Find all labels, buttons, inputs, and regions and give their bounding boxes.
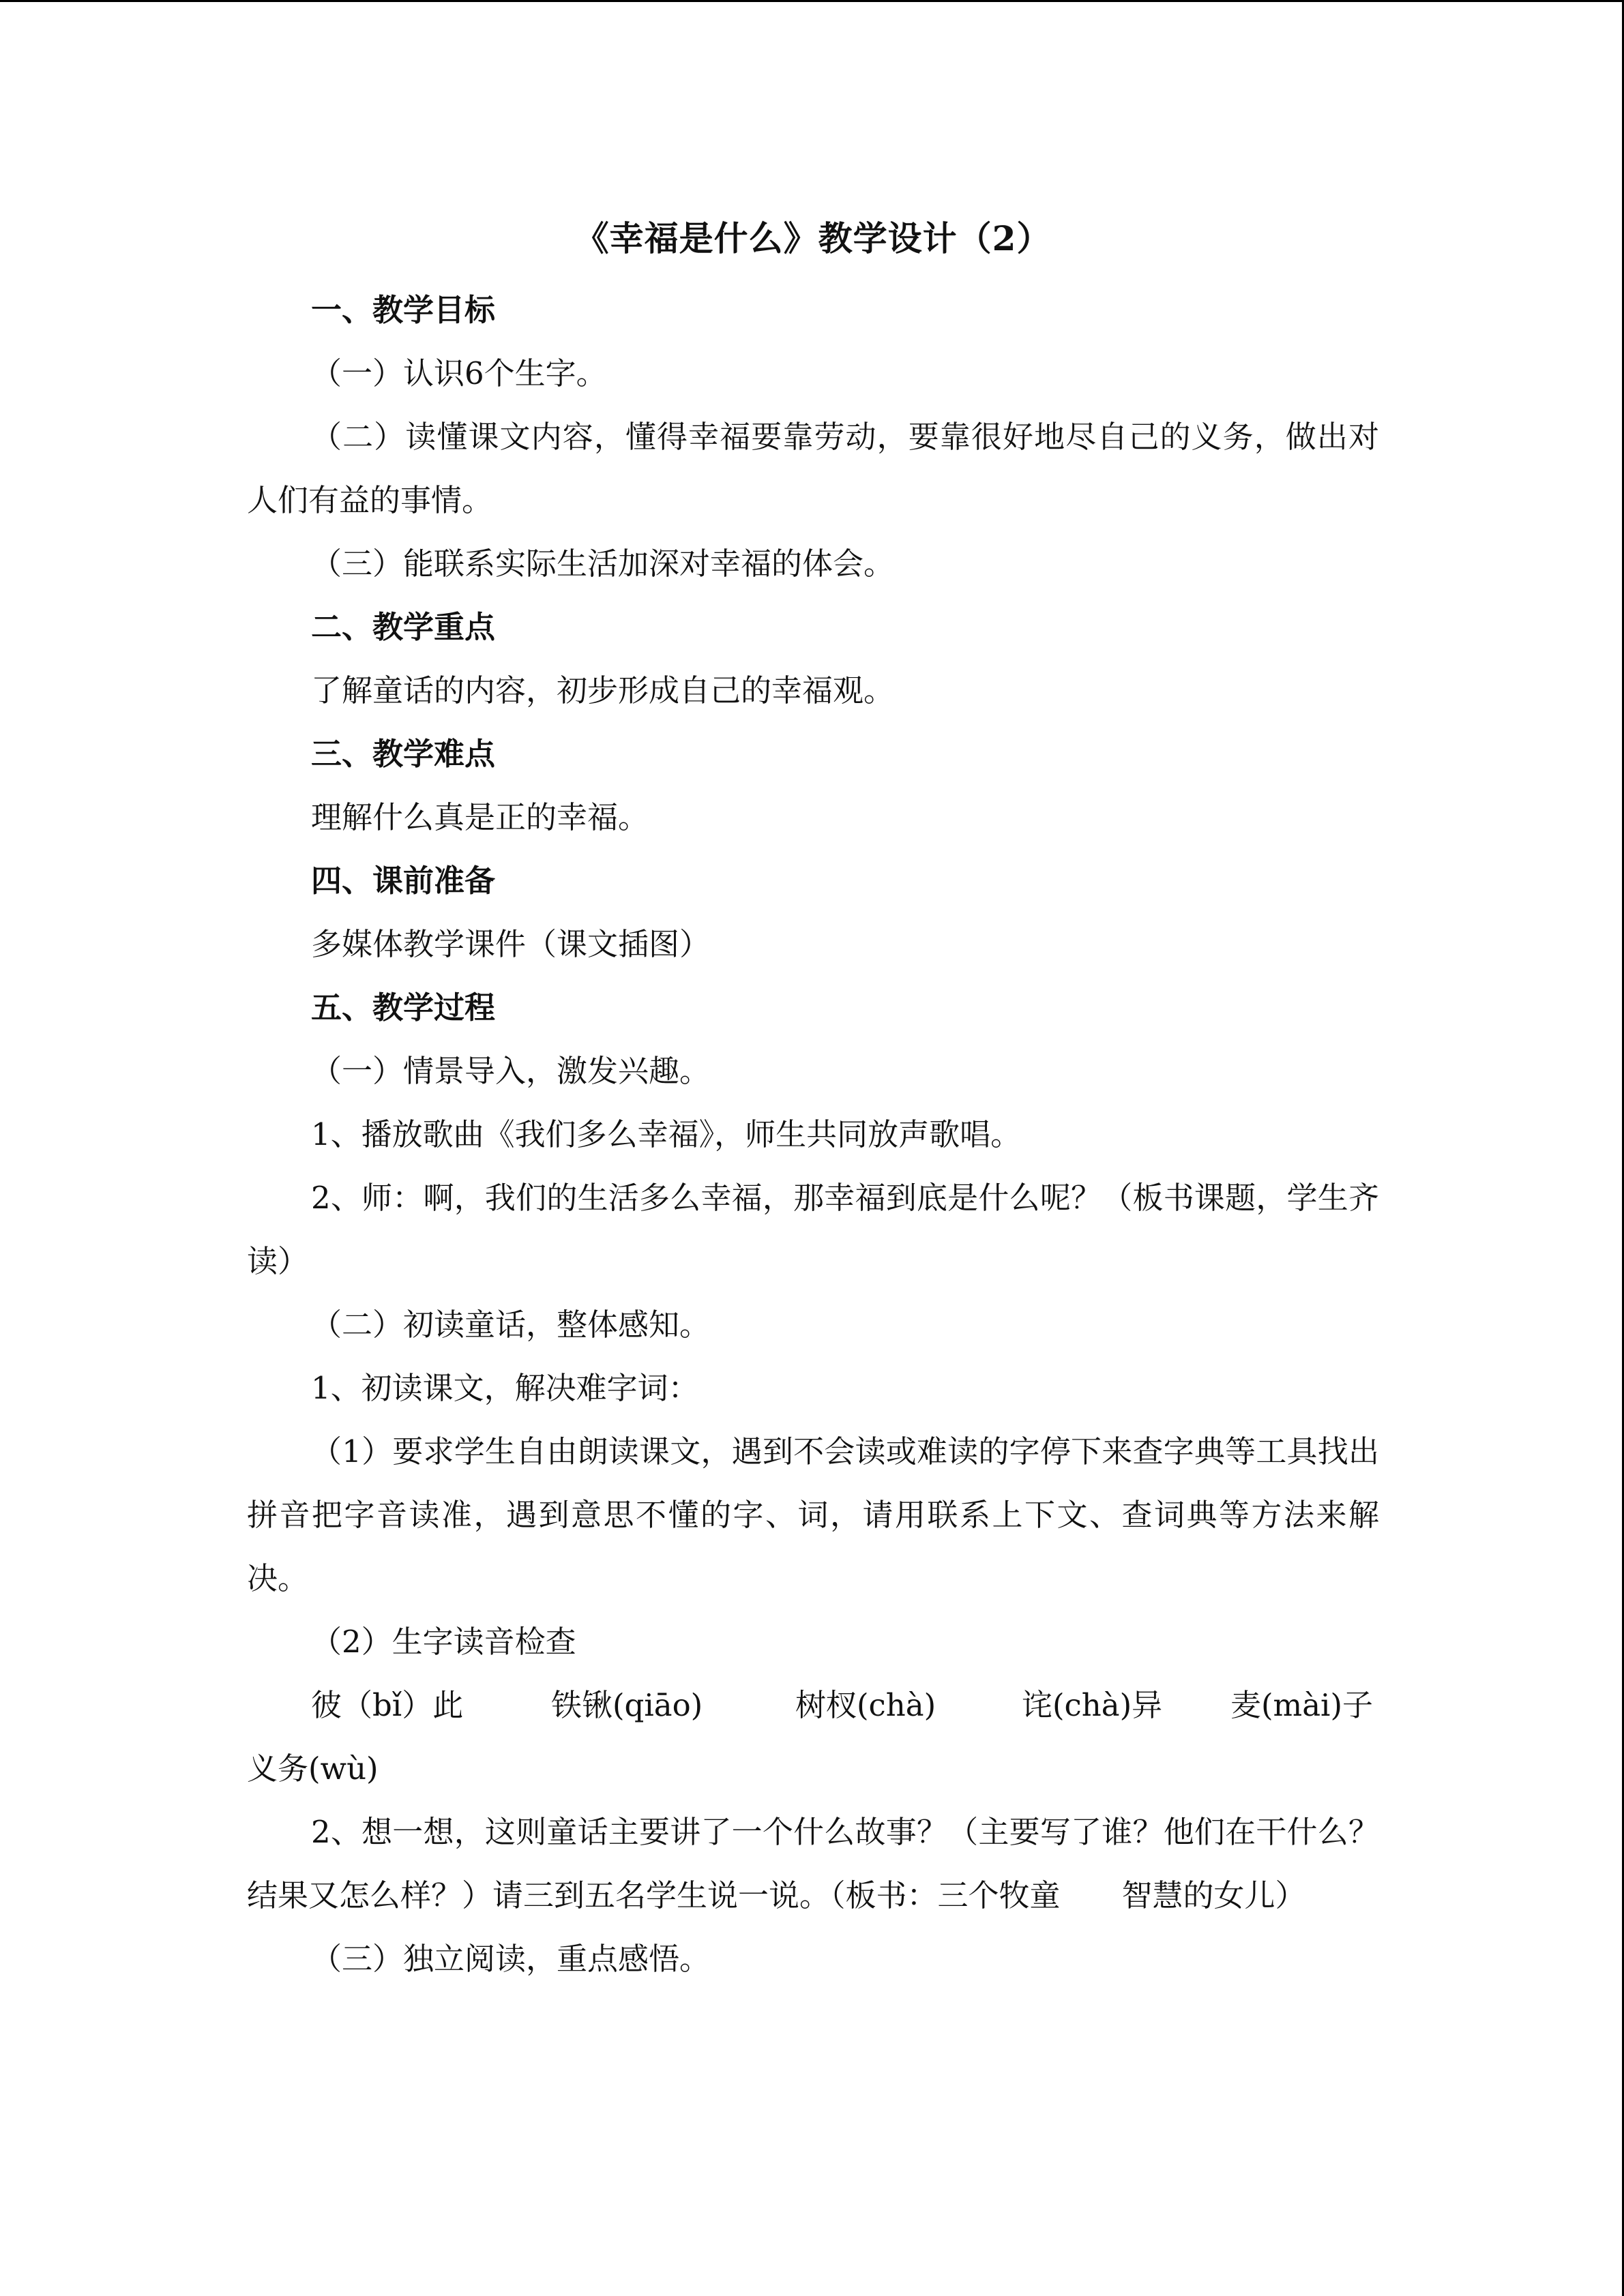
pinyin-word: 彼（bǐ）此 xyxy=(311,1687,464,1723)
pinyin-word: 诧(chà)异 xyxy=(1022,1687,1163,1723)
section-heading-objectives: 一、教学目标 xyxy=(311,292,496,328)
section-heading-process: 五、教学过程 xyxy=(311,989,496,1026)
pinyin-word-last: 义务(wù) xyxy=(247,1750,379,1787)
pinyin-word-row xyxy=(247,1673,1379,1737)
page-top-border xyxy=(0,0,1624,2)
process-item-pronunciation: （2）生字读音检查 xyxy=(311,1624,576,1660)
document-page xyxy=(247,205,1379,1991)
section-heading-preparation: 四、课前准备 xyxy=(311,863,496,899)
pinyin-word: 铁锹(qiāo) xyxy=(551,1687,703,1723)
section-heading-difficulties: 三、教学难点 xyxy=(311,736,496,772)
process-step-independent-read: （三）独立阅读，重点感悟。 xyxy=(311,1941,711,1977)
process-step-intro: （一）情景导入，激发兴趣。 xyxy=(311,1053,711,1089)
process-item-teacher: 2、师：啊，我们的生活多么幸福，那幸福到底是什么呢？（板书课题，学生齐读） xyxy=(247,1180,1379,1279)
difficulty-text: 理解什么真是正的幸福。 xyxy=(311,799,649,835)
process-step-first-read: （二）初读童话，整体感知。 xyxy=(311,1307,711,1343)
pinyin-word: 麦(mài)子 xyxy=(1230,1687,1374,1723)
process-item-self-read: （1）要求学生自由朗读课文，遇到不会读或难读的字停下来查字典等工具找出拼音把字音读准，遇到意思不懂的字、词，请用联系上下文、查词典等方法来解决。 xyxy=(247,1433,1379,1596)
process-item-song: 1、播放歌曲《我们多么幸福》，师生共同放声歌唱。 xyxy=(311,1116,1022,1152)
key-point-text: 了解童话的内容，初步形成自己的幸福观。 xyxy=(311,672,895,709)
process-item-story: 2、想一想，这则童话主要讲了一个什么故事？（主要写了谁？他们在干什么？结果又怎么样？）请三到五名学生说一说。（板书：三个牧童 智慧的女儿） xyxy=(247,1814,1379,1913)
process-item-words: 1、初读课文，解决难字词： xyxy=(311,1370,699,1406)
section-heading-key-points: 二、教学重点 xyxy=(311,609,496,645)
preparation-text: 多媒体教学课件（课文插图） xyxy=(311,926,711,962)
objective-1: （一）认识6个生字。 xyxy=(311,355,607,391)
objective-2: （二）读懂课文内容，懂得幸福要靠劳动，要靠很好地尽自己的义务，做出对人们有益的事情。 xyxy=(247,419,1379,518)
document-title: 《幸福是什么》教学设计（2） xyxy=(574,218,1052,258)
objective-3: （三）能联系实际生活加深对幸福的体会。 xyxy=(311,546,895,582)
pinyin-word: 树杈(chà) xyxy=(795,1687,936,1723)
